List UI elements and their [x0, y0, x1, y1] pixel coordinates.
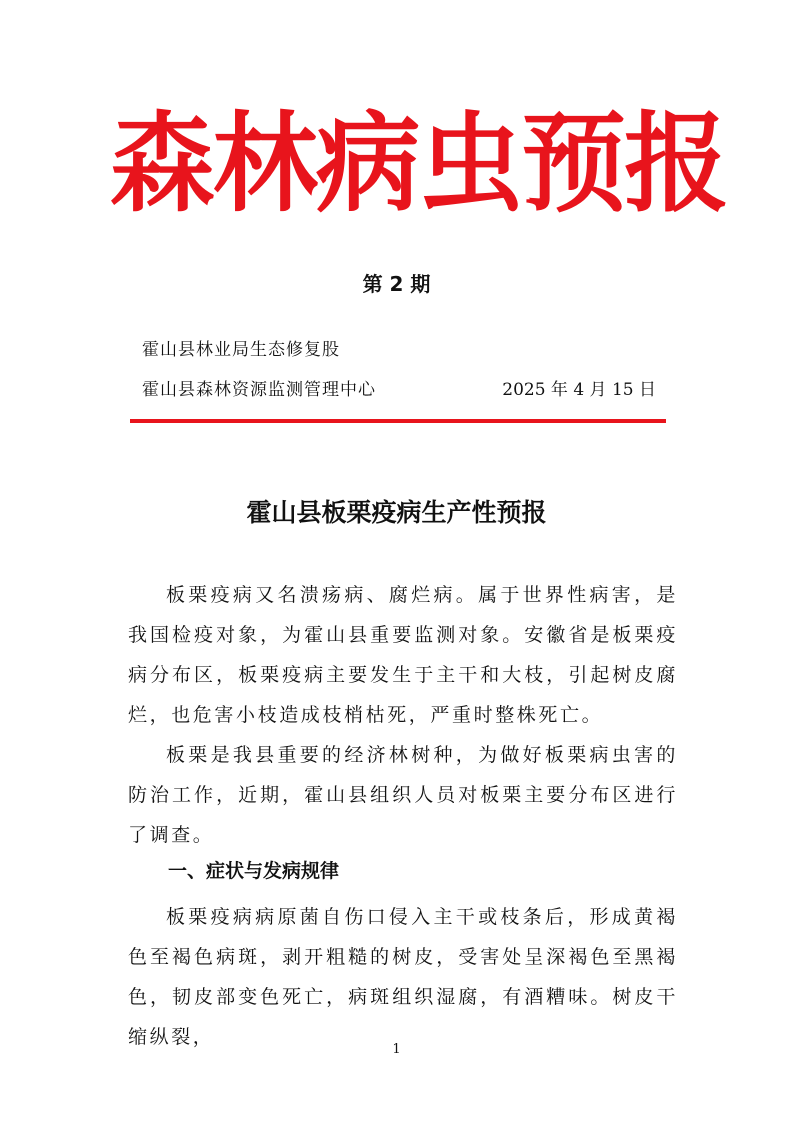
- issue-date: 2025 年 4 月 15 日: [502, 380, 656, 400]
- masthead-title: 森林病虫预报: [110, 102, 727, 227]
- paragraph-intro: 板栗疫病又名溃疡病、腐烂病。属于世界性病害，是我国检疫对象，为霍山县重要监测对象。安徽省是板栗疫病分布区，板栗疫病主要发生于主干和大枝，引起树皮腐烂，也危害小枝造成枝梢枯死，严重时整株死亡。: [128, 584, 678, 726]
- issue-number: 第 2 期: [362, 272, 431, 296]
- header-divider: [130, 419, 666, 423]
- issuing-org-2: 霍山县森林资源监测管理中心: [142, 380, 376, 400]
- article-title: 霍山县板栗疫病生产性预报: [246, 498, 547, 527]
- paragraph-survey: 板栗是我县重要的经济林树种，为做好板栗病虫害的防治工作，近期，霍山县组织人员对板栗主要分布区进行了调查。: [128, 744, 678, 846]
- issuing-org-1: 霍山县林业局生态修复股: [142, 340, 340, 360]
- paragraph-symptoms: 板栗疫病病原菌自伤口侵入主干或枝条后，形成黄褐色至褐色病斑，剥开粗糙的树皮，受害处呈深褐色至黑褐色，韧皮部变色死亡，病斑组织湿腐，有酒糟味。树皮干缩纵裂，: [128, 906, 678, 1048]
- section-heading: 一、症状与发病规律: [168, 860, 340, 882]
- page-number: 1: [392, 1042, 401, 1057]
